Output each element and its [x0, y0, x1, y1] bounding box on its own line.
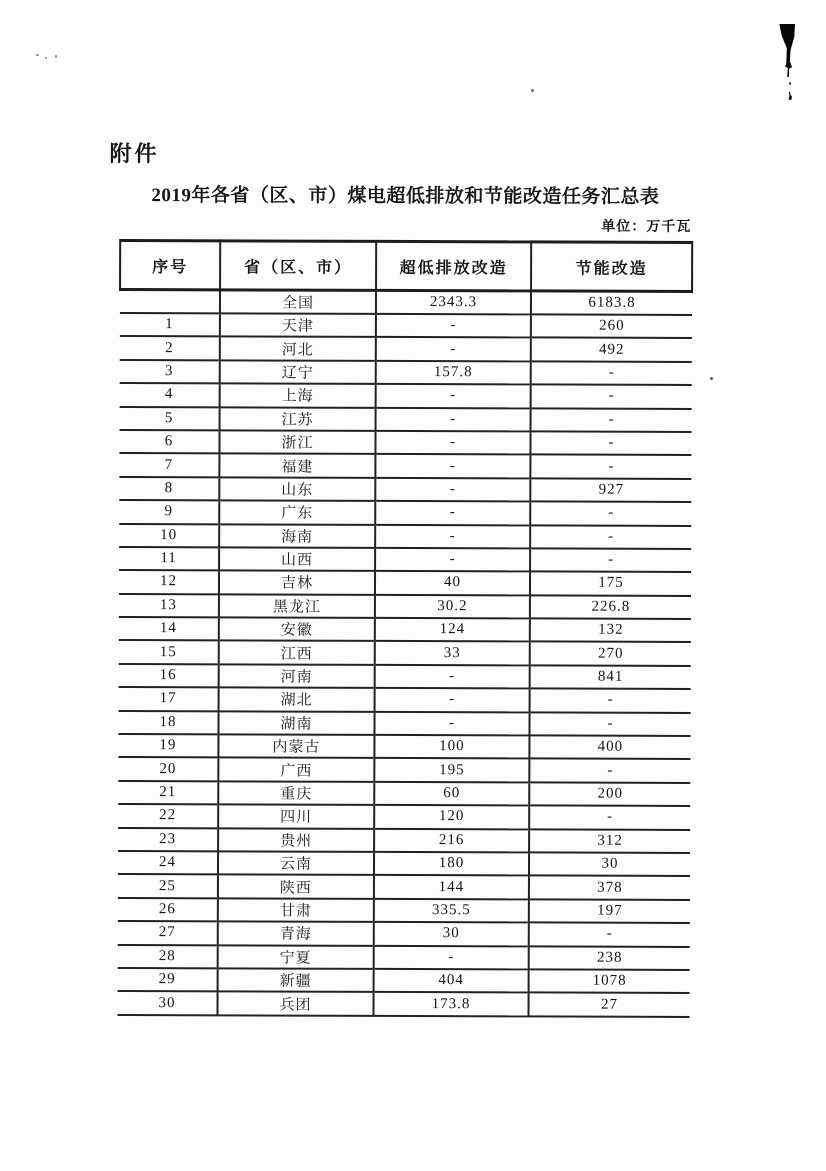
cell-energy-saving-retrofit: - [530, 455, 691, 479]
cell-province: 浙江 [219, 430, 375, 454]
cell-energy-saving-retrofit: - [530, 502, 691, 526]
cell-ultra-low-emission-retrofit: - [375, 524, 530, 548]
cell-ultra-low-emission-retrofit: 124 [375, 618, 530, 642]
col-header-province: 省（区、市） [220, 241, 376, 291]
cell-province: 甘肃 [218, 898, 374, 922]
scan-speck [36, 54, 39, 56]
cell-energy-saving-retrofit: 6183.8 [531, 291, 692, 315]
table-row [118, 991, 690, 1016]
cell-energy-saving-retrofit: - [531, 385, 692, 409]
table-row [120, 289, 692, 314]
cell-ultra-low-emission-retrofit: - [374, 945, 529, 969]
cell-ultra-low-emission-retrofit: - [376, 314, 531, 338]
table-row [118, 851, 690, 876]
table-row [118, 874, 690, 899]
cell-index: 3 [164, 363, 174, 380]
table-row [119, 570, 691, 595]
summary-table [116, 239, 693, 1018]
cell-ultra-low-emission-retrofit: - [376, 384, 531, 408]
table-row [120, 360, 692, 385]
table-row [120, 313, 692, 338]
cell-index: 20 [159, 760, 177, 777]
cell-energy-saving-retrofit: 238 [529, 946, 690, 970]
cell-province: 黑龙江 [219, 594, 375, 618]
cell-energy-saving-retrofit: 132 [530, 618, 691, 642]
table-row [119, 523, 691, 548]
cell-index: 14 [159, 620, 177, 637]
cell-energy-saving-retrofit: 226.8 [530, 595, 691, 619]
cell-energy-saving-retrofit: 492 [531, 338, 692, 362]
cell-province: 天津 [220, 313, 376, 337]
cell-index: 18 [159, 713, 177, 731]
cell-ultra-low-emission-retrofit: - [375, 478, 530, 502]
cell-province: 湖南 [218, 711, 374, 735]
cell-index: 11 [160, 550, 177, 567]
cell-index: 24 [159, 854, 177, 871]
cell-province: 全国 [220, 290, 376, 314]
cell-energy-saving-retrofit: 260 [531, 314, 692, 338]
table-row [119, 640, 691, 665]
cell-ultra-low-emission-retrofit: - [375, 688, 530, 712]
cell-energy-saving-retrofit: 27 [528, 993, 689, 1017]
cell-ultra-low-emission-retrofit: 173.8 [373, 992, 528, 1016]
table-row [119, 687, 691, 712]
table-row [119, 594, 691, 619]
unit-note: 单位：万千瓦 [601, 219, 692, 235]
col-header-index: 序号 [120, 240, 220, 289]
table-body [118, 289, 693, 1016]
table-row [119, 617, 691, 642]
table-row [120, 336, 692, 361]
cell-ultra-low-emission-retrofit: 404 [374, 969, 529, 993]
cell-ultra-low-emission-retrofit: 335.5 [374, 899, 529, 923]
cell-province: 江西 [219, 641, 375, 665]
table-row [119, 430, 691, 455]
table-row [119, 453, 691, 478]
cell-province: 陕西 [218, 875, 374, 899]
col-header-ultra-low-emission: 超低排放改造 [376, 241, 531, 291]
cell-energy-saving-retrofit: - [530, 525, 691, 549]
cell-province: 海南 [219, 524, 375, 548]
cell-index: 28 [158, 947, 176, 964]
cell-index: 30 [158, 994, 176, 1011]
cell-province: 上海 [220, 383, 376, 407]
cell-index: 25 [158, 877, 176, 894]
scan-speck [710, 377, 713, 380]
cell-index [120, 289, 220, 313]
cell-index: 12 [159, 573, 178, 590]
table-row [118, 968, 690, 993]
cell-index: 2 [165, 339, 174, 356]
cell-ultra-low-emission-retrofit: - [376, 337, 531, 361]
cell-index: 9 [164, 503, 174, 520]
cell-province: 四川 [218, 805, 374, 829]
cell-ultra-low-emission-retrofit: - [375, 501, 530, 525]
scan-speck [531, 89, 534, 92]
cell-province: 辽宁 [220, 360, 376, 384]
cell-energy-saving-retrofit: - [529, 923, 690, 947]
cell-energy-saving-retrofit: 378 [529, 876, 690, 900]
cell-energy-saving-retrofit: - [530, 548, 691, 572]
cell-ultra-low-emission-retrofit: 30 [374, 922, 529, 946]
cell-energy-saving-retrofit: 175 [530, 572, 691, 596]
cell-province: 内蒙古 [218, 734, 374, 758]
table-row [118, 804, 690, 829]
cell-province: 广西 [218, 758, 374, 782]
cell-energy-saving-retrofit: - [529, 759, 690, 783]
cell-ultra-low-emission-retrofit: 30.2 [375, 595, 530, 619]
cell-energy-saving-retrofit: - [529, 712, 690, 736]
table-row [120, 383, 692, 408]
table-row [118, 921, 690, 946]
cell-index: 29 [158, 971, 176, 988]
cell-ultra-low-emission-retrofit: - [376, 407, 531, 431]
cell-index: 17 [159, 690, 177, 707]
cell-energy-saving-retrofit: 270 [530, 642, 691, 666]
cell-energy-saving-retrofit: 927 [530, 478, 691, 502]
cell-energy-saving-retrofit: 400 [529, 735, 690, 759]
cell-province: 云南 [218, 851, 374, 875]
cell-energy-saving-retrofit: - [531, 361, 692, 385]
table-row [118, 711, 690, 736]
cell-index: 4 [164, 386, 174, 403]
cell-province: 河北 [220, 337, 376, 361]
cell-energy-saving-retrofit: 30 [529, 852, 690, 876]
table-row [119, 477, 691, 502]
cell-ultra-low-emission-retrofit: - [375, 665, 530, 689]
table-row [119, 547, 691, 572]
scan-speck [789, 82, 791, 85]
cell-index: 10 [160, 526, 178, 543]
cell-ultra-low-emission-retrofit: - [375, 548, 530, 572]
cell-index: 1 [165, 316, 174, 333]
cell-energy-saving-retrofit: - [530, 431, 691, 455]
cell-province: 贵州 [218, 828, 374, 852]
col-header-energy-saving: 节能改造 [531, 242, 692, 292]
cell-ultra-low-emission-retrofit: 2343.3 [376, 290, 531, 314]
cell-index: 26 [158, 901, 176, 918]
cell-energy-saving-retrofit: - [529, 806, 690, 830]
table-row [120, 407, 692, 432]
cell-index: 16 [159, 667, 177, 684]
table-header-row [120, 240, 692, 291]
cell-index: 15 [159, 643, 177, 660]
cell-ultra-low-emission-retrofit: 40 [375, 571, 530, 595]
cell-ultra-low-emission-retrofit: 195 [374, 758, 529, 782]
cell-province: 湖北 [219, 688, 375, 712]
cell-energy-saving-retrofit: 841 [530, 665, 691, 689]
cell-energy-saving-retrofit: - [531, 408, 692, 432]
cell-province: 新疆 [218, 968, 374, 992]
cell-ultra-low-emission-retrofit: 144 [374, 875, 529, 899]
cell-ultra-low-emission-retrofit: 120 [374, 805, 529, 829]
table-row [119, 664, 691, 689]
cell-ultra-low-emission-retrofit: - [375, 454, 530, 478]
cell-province: 江苏 [220, 407, 376, 431]
cell-province: 重庆 [218, 781, 374, 805]
cell-ultra-low-emission-retrofit: - [375, 431, 530, 455]
table-row [118, 898, 690, 923]
table-row [118, 945, 690, 970]
cell-ultra-low-emission-retrofit: 157.8 [376, 361, 531, 385]
table-row [118, 757, 690, 782]
cell-index: 23 [159, 830, 177, 847]
scan-speck [55, 55, 57, 58]
cell-ultra-low-emission-retrofit: 216 [374, 828, 529, 852]
cell-index: 19 [159, 737, 177, 754]
cell-energy-saving-retrofit: 197 [529, 899, 690, 923]
cell-energy-saving-retrofit: 312 [529, 829, 690, 853]
cell-ultra-low-emission-retrofit: 60 [374, 782, 529, 806]
cell-ultra-low-emission-retrofit: 180 [374, 852, 529, 876]
cell-index: 7 [164, 456, 174, 473]
cell-province: 广东 [219, 500, 375, 524]
cell-province: 兵团 [217, 992, 373, 1016]
cell-index: 22 [159, 807, 177, 824]
table-row [119, 500, 691, 525]
cell-province: 宁夏 [218, 945, 374, 969]
cell-ultra-low-emission-retrofit: - [374, 712, 529, 736]
cell-ultra-low-emission-retrofit: 33 [375, 641, 530, 665]
cell-province: 山西 [219, 547, 375, 571]
table-row [118, 828, 690, 853]
cell-index: 6 [164, 433, 174, 450]
cell-index: 27 [158, 924, 176, 941]
table-row [118, 734, 690, 759]
cell-province: 青海 [218, 921, 374, 945]
cell-index: 5 [164, 409, 174, 426]
scan-speck [45, 57, 47, 59]
cell-province: 河南 [219, 664, 375, 688]
cell-index: 21 [159, 784, 177, 801]
cell-index: 8 [164, 480, 174, 497]
table-row [118, 781, 690, 806]
cell-province: 福建 [219, 454, 375, 478]
cell-index: 13 [159, 596, 177, 614]
cell-province: 山东 [219, 477, 375, 501]
cell-energy-saving-retrofit: - [530, 689, 691, 713]
cell-province: 吉林 [219, 571, 375, 595]
attachment-label: 附件 [109, 140, 160, 167]
cell-ultra-low-emission-retrofit: 100 [374, 735, 529, 759]
cell-energy-saving-retrofit: 1078 [529, 969, 690, 993]
cell-province: 安徽 [219, 617, 375, 641]
cell-energy-saving-retrofit: 200 [529, 782, 690, 806]
document-title: 2019年各省（区、市）煤电超低排放和节能改造任务汇总表 [151, 185, 660, 208]
